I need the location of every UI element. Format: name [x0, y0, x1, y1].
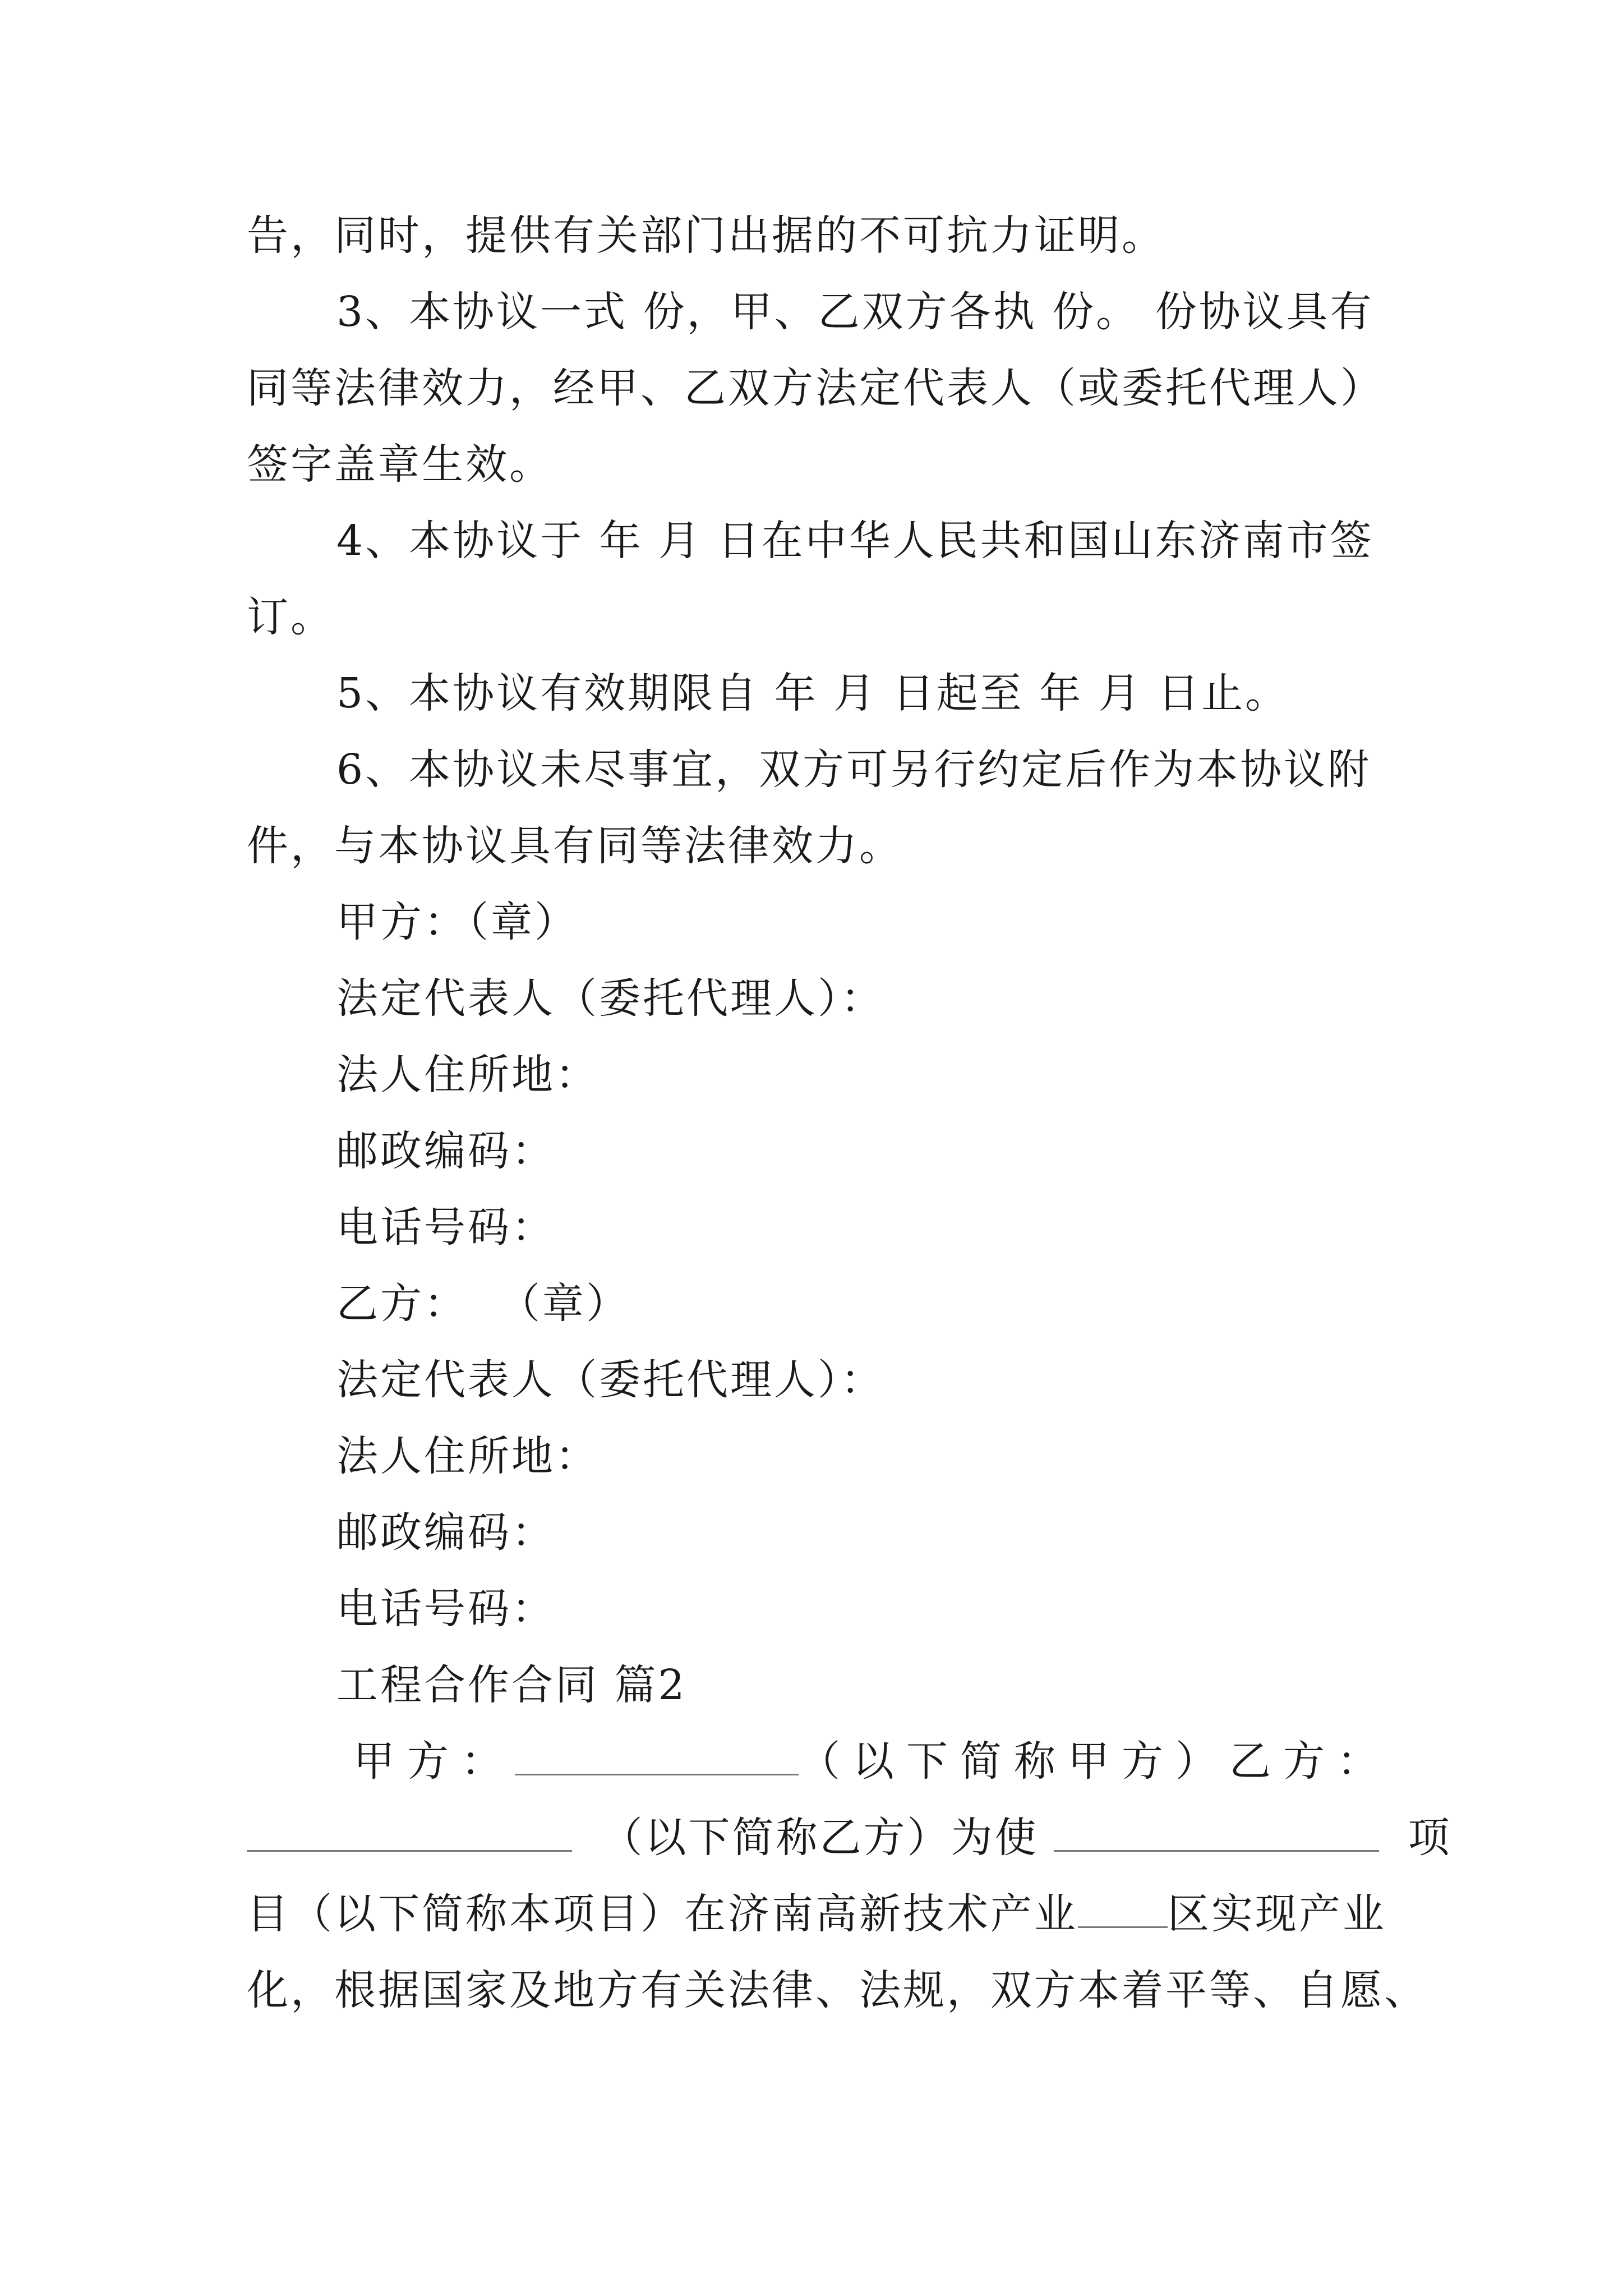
party-a-representative: 法定代表人（委托代理人）： [336, 974, 884, 1023]
party-b-suffix: （以下简称乙方）为使 [601, 1814, 1039, 1862]
paragraph-line: 同等法律效力，经甲、乙双方法定代表人（或委托代理人） [247, 364, 1384, 412]
party-a-label: 甲方： [353, 1737, 515, 1786]
paragraph-line: 3、本协议一式 份，甲、乙双方各执 份。 份协议具有 [336, 288, 1374, 336]
paragraph-line: 件，与本协议具有同等法律效力。 [247, 822, 903, 870]
paragraph-line: 订。 [247, 593, 334, 641]
party-b-phone: 电话号码： [336, 1585, 555, 1633]
contract2-line2 [247, 1810, 1452, 1866]
party-a-address: 法人住所地： [336, 1051, 599, 1099]
project-name-blank [1054, 1813, 1379, 1852]
zone-blank [1078, 1889, 1168, 1928]
party-b-blank [247, 1813, 572, 1852]
contract2-line3 [247, 1886, 1391, 1942]
party-a-postcode: 邮政编码： [336, 1127, 555, 1175]
paragraph-line: 签字盖章生效。 [247, 440, 553, 489]
party-b-representative: 法定代表人（委托代理人）： [336, 1356, 884, 1404]
section-heading: 工程合作合同 篇2 [336, 1661, 687, 1709]
line3-prefix: 目（以下简称本项目）在济南高新技术产业 [247, 1890, 1078, 1938]
contract2-line1 [353, 1733, 1391, 1789]
line3-suffix: 区实现产业 [1168, 1890, 1386, 1938]
paragraph-line: 告，同时，提供有关部门出据的不可抗力证明。 [247, 211, 1165, 260]
party-a-seal: 甲方：（章） [336, 898, 578, 946]
party-b-address: 法人住所地： [336, 1432, 599, 1480]
contract2-line4: 化，根据国家及地方有关法律、法规，双方本着平等、自愿、 [247, 1966, 1428, 2014]
paragraph-line: 6、本协议未尽事宜，双方可另行约定后作为本协议附 [336, 746, 1372, 794]
party-a-suffix: （以下简称甲方）乙方： [799, 1737, 1391, 1786]
party-a-blank [515, 1737, 799, 1775]
party-b-postcode: 邮政编码： [336, 1508, 555, 1557]
party-a-phone: 电话号码： [336, 1203, 555, 1251]
project-suffix: 项 [1408, 1814, 1452, 1862]
paragraph-line: 4、本协议于 年 月 日在中华人民共和国山东济南市签 [336, 517, 1374, 565]
party-b-seal: 乙方： （章） [336, 1280, 630, 1328]
paragraph-line: 5、本协议有效期限自 年 月 日起至 年 月 日止。 [336, 669, 1289, 717]
